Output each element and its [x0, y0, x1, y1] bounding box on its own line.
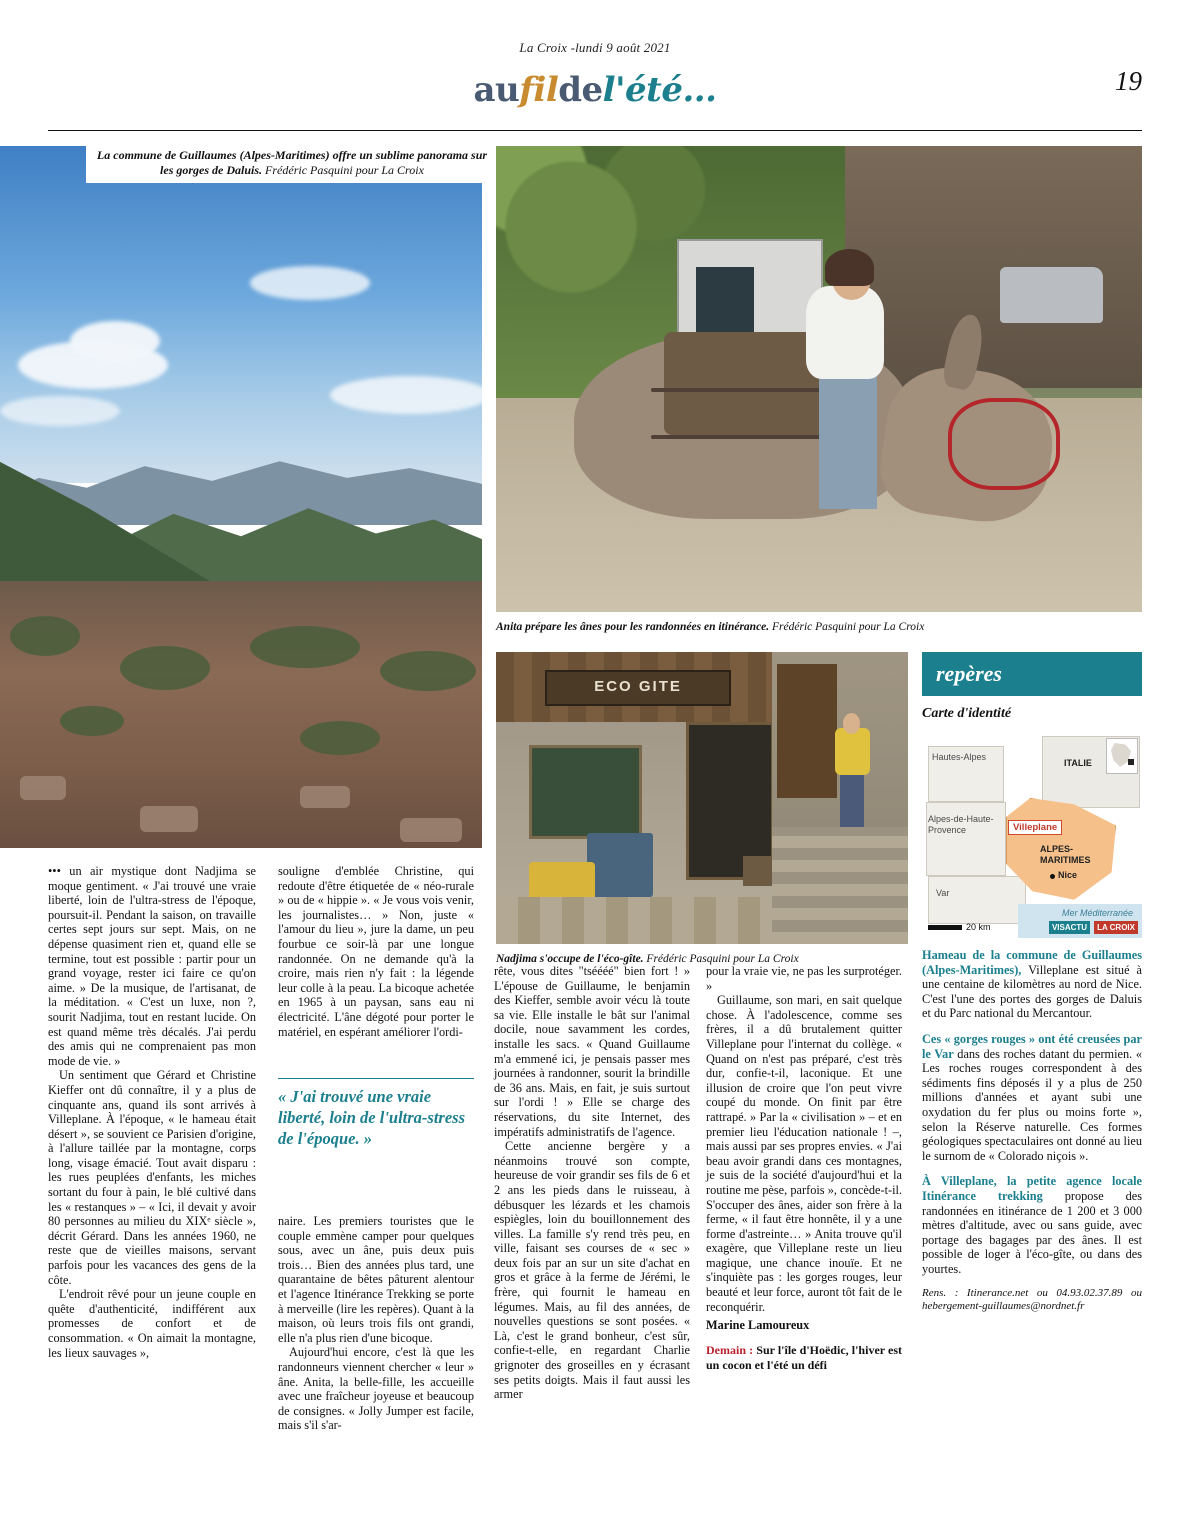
map-label-alpes-maritimes: ALPES-MARITIMES	[1040, 844, 1091, 865]
paragraph: Guillaume, son mari, en sait quelque chose. À l'adolescence, comme ses frères, il a dû brutalement quitter Villeplane pour l'internat du collège. « Quand on n'est pas préparé, c'est très dur, confie-t-il, laconique. Et une illusion de croire que l'on peut vivre coupé du monde. On finit par être rattrapé. » Par la « civilisation » – et en premier lieu l'éducation nationale ! –, mais aussi par ses propres envies. « J'ai beau avoir grandi dans ces montagnes, je suis de la société d'aujourd'hui et la routine me pèse, parfois », concède-t-il. S'occuper des ânes, aider son frère à la ferme, « il faut être honnête, il y a une forme d'astreinte… » Anita trouve qu'il exagère, que Villeplane reste un lieu magique, une chance inouïe. Et ne s'inquiète pas : les gorges rouges, leur beauté et leur force, auront tôt fait de le reconquérir.	[706, 993, 902, 1314]
reperes-block	[922, 948, 1142, 1021]
logo-part-4: l'été...	[602, 70, 717, 110]
map-label-mer-mediterranee: Mer Méditerranée	[1062, 908, 1134, 918]
rock	[20, 776, 66, 800]
page-number: 19	[1115, 66, 1142, 96]
red-halter	[948, 398, 1059, 490]
parked-car	[1000, 267, 1103, 323]
reperes-block-text: Villeplane est situé à une centaine de kilomètres au nord de Nice. C'est l'une des portes des gorges de Daluis et du Parc national du Mercantour.	[922, 962, 1142, 1021]
reperes-block	[922, 1174, 1142, 1276]
shrub	[10, 616, 80, 656]
map-label-nice: Nice	[1058, 870, 1078, 880]
next-episode-text: Sur l'île d'Hoëdic, l'hiver est un cocon et l'été un défi	[706, 1342, 903, 1372]
sky-area	[0, 146, 482, 483]
map-scale-label: 20 km	[966, 922, 991, 932]
cloud	[70, 321, 160, 361]
shrub	[250, 626, 360, 668]
map-region-var	[928, 876, 1026, 924]
reperes-block-text: dans des roches datant du permien. « Les roches rouges correspondent à des sédiments fins déposés il y a plus de 250 millions d'années et ayant subi une oxydation du fer plus ou moins forte », selon la Réserve naturelle. Ces formes géologiques spectaculaires ont donné au lieu le surnom de « Colorado niçois ».	[922, 1046, 1142, 1163]
caption-panorama-credit: Frédéric Pasquini pour La Croix	[265, 163, 424, 177]
paragraph: Aujourd'hui encore, c'est là que les randonneurs viennent chercher « leur » âne. Anita, la belle-fille, les accueille avec une fraîcheur joyeuse et beaucoup de consignes. « Jolly Jumper est facile, mais s'il s'ar-	[278, 1345, 474, 1433]
woman-hair	[825, 249, 873, 286]
cloud	[330, 376, 482, 414]
stone-steps	[772, 827, 908, 944]
eco-gite-sign	[545, 670, 730, 706]
map-label-var: Var	[936, 888, 950, 898]
article-column-1	[48, 864, 256, 1504]
shrub	[300, 721, 380, 755]
pullquote-divider	[278, 1078, 474, 1079]
rock	[140, 806, 198, 832]
next-episode-note	[706, 1343, 902, 1373]
map-scale	[928, 922, 991, 932]
logo-part-2: fil	[519, 70, 559, 110]
article-column-2-bottom	[278, 1214, 474, 1514]
cloud	[250, 266, 370, 300]
reperes-title: repères	[936, 661, 1002, 686]
caption-donkey	[496, 620, 1142, 634]
photo-donkey-preparation	[496, 146, 1142, 612]
paragraph: naire. Les premiers touristes que le couple emmène camper pour quelques sous, avec un âne, puis deux puis trois… Bien des années plus tard, une quarantaine de bêtes pâturent alentour et l'agence Itinérance Trekking se porte à merveille (lire les repères). Quant à la maison, où leurs trois fils ont grandi, elle n'a plus rien d'une bicoque.	[278, 1214, 474, 1345]
paragraph: L'endroit rêvé pour un jeune couple en quête d'authenticité, indifférent aux promesses de confort et de consommation. « On aimait la montagne, les lieux sauvages »,	[48, 1287, 256, 1360]
woman-shirt	[806, 286, 884, 379]
blue-chair	[587, 833, 653, 897]
rock	[400, 818, 462, 842]
article-column-4	[706, 964, 902, 1504]
logo-part-3: de	[558, 70, 603, 110]
map-credit-visactu: VISACTU	[1049, 921, 1090, 934]
paragraph: ••• un air mystique dont Nadjima se moque gentiment. « J'ai trouvé une vraie liberté, loin de l'ultra-stress de l'époque, poursuit-il. Pendant la saison, on travaille certes sept jours sur sept. Mais, on ne dépense quasiment rien et, quand elle se termine, tout est possible : partir pour un grand voyage, rester ici faire ce qu'on aime. » De la musique, de l'artisanat, de la méditation. « C'est un luxe, non ?, sourit Nadjima, tout en restant lucide. On est quand même très décalés. J'ai perdu des amis qui ne comprenaient pas mon mode de vie. »	[48, 864, 256, 1068]
shrub	[380, 651, 476, 691]
woman-legs	[819, 370, 877, 510]
reperes-subtitle: Carte d'identité	[922, 706, 1012, 721]
saddle-strap	[651, 435, 845, 439]
paragraph: pour la vraie vie, ne pas les surprotéger. »	[706, 964, 902, 993]
article-column-3	[494, 964, 690, 1504]
photo-village-path	[772, 652, 908, 944]
map-credits	[1049, 921, 1138, 934]
caption-donkey-text: Anita prépare les ânes pour les randonnées en itinérance.	[496, 621, 770, 633]
reperes-header	[922, 652, 1142, 696]
caption-gite-credit: Frédéric Pasquini pour La Croix	[646, 953, 799, 965]
eco-gite-sign-text: ECO GITE	[594, 677, 682, 695]
walker-head	[843, 713, 861, 733]
wooden-doorway	[777, 664, 837, 798]
cloud	[0, 396, 120, 426]
issue-line: La Croix -lundi 9 août 2021	[519, 40, 671, 55]
reperes-body	[922, 948, 1142, 1313]
shrub	[120, 646, 210, 690]
map-scale-bar	[928, 925, 962, 930]
photo-panorama	[0, 146, 482, 848]
map-inset-france	[1106, 738, 1138, 774]
masthead	[0, 40, 1190, 110]
reperes-contact: Rens. : Itinerance.net ou 04.93.02.37.89 ou hebergement-guillaumes@nordnet.fr	[922, 1287, 1142, 1313]
map-credit-lacroix: LA CROIX	[1094, 921, 1138, 934]
reperes-block-lead: À Villeplane, la petite agence locale Itinérance trekking	[922, 1174, 1142, 1203]
map-label-hautes-alpes: Hautes-Alpes	[932, 752, 987, 762]
rock	[300, 786, 350, 808]
article-byline: Marine Lamoureux	[706, 1318, 810, 1333]
reperes-block-text: propose des randonnées en itinérance de 1 200 et 3 000 mètres d'altitude, avec ou sans guide, avec portage des bagages par des ânes. Il est possible de loger à l'éco-gîte, ou dans des yourtes.	[922, 1188, 1142, 1276]
map-label-italie: ITALIE	[1064, 758, 1092, 768]
map-marker-villeplane[interactable]: Villeplane	[1008, 820, 1062, 835]
caption-panorama	[86, 145, 498, 183]
paragraph: souligne d'emblée Christine, qui redoute d'être étiquetée de « néo-rurale » ou de « hippie ». « Je vous vois venir, les journalistes… » Non, juste « l'amour du lieu », jure la dame, un peu fourbue ce soir-là par une longue randonnée. On ne demande qu'à la croire, mais rien n'y fait : la légende leur colle à la peau. La bicoque achetée en 1965 à un paysan, sans eau ni électricité. L'âne dégoté pour porter le matériel, en espérant améliorer l'ordi-	[278, 864, 474, 1039]
reperes-block-lead: Ces « gorges rouges » ont été creusées par le Var	[922, 1031, 1142, 1061]
section-logo	[0, 70, 1190, 110]
caption-gite-text: Nadjima s'occupe de l'éco-gîte.	[496, 953, 644, 965]
paragraph: Un sentiment que Gérard et Christine Kieffer ont dû connaître, il y a plus de cinquante ans, quand ils sont arrivés à Villeplane. À l'époque, « le hameau était désert », se souvient ce Parisien d'origine, à l'allure taillée par la montagne, corps long, visage émacié. Tout avait disparu : les rues peuplées d'enfants, les miches sortant du four à pain, le blé cultivé dans les « restanques » – « Ici, il devait y avoir 80 personnes au milieu du XIXᵉ siècle », décrit Gérard. Dans les années 1960, ne reste que de vieilles maisons, servant parfois pour les vacances des gens de la côte.	[48, 1068, 256, 1287]
trailer-door	[696, 267, 754, 342]
caption-donkey-credit: Frédéric Pasquini pour La Croix	[772, 621, 925, 633]
map-dot-nice	[1050, 874, 1055, 879]
pull-quote: « J'ai trouvé une vraie liberté, loin de l'ultra-stress de l'époque. »	[278, 1087, 466, 1148]
reperes-sidebar	[922, 652, 1142, 1504]
paragraph: Cette ancienne bergère y a néanmoins trouvé son compte, heureuse de voir grandir ses fils de 6 et 2 ans les pieds dans le ruisseau, à débusquer les lézards et les chamois espiègles, loin du bouillonnement des villes. La famille s'y rend très peu, en ville, faisant ses courses de « sec » deux fois par an sur un site d'achat en gros et grâce à la ferme de Jérémi, le frère, qui fournit le hameau en légumes. Mais, au fil des années, de nouvelles questions se sont posées. « Là, c'est le grand bonheur, c'est sûr, confie-t-elle, en regardant Charlie grignoter des groseilles en y écrasant ses petits doigts. Mais il faut aussi les armer	[494, 1139, 690, 1402]
header-divider	[48, 130, 1142, 131]
shrub	[60, 706, 124, 736]
logo-part-1: au	[473, 70, 520, 110]
map-label-alpes-de-haute-provence: Alpes-de-Haute-Provence	[928, 814, 994, 835]
window	[529, 745, 642, 839]
inset-location-dot	[1128, 759, 1134, 765]
next-episode-label: Demain :	[706, 1342, 754, 1357]
paragraph: rête, vous dites "tséééé" bien fort ! » L'épouse de Guillaume, le benjamin des Kieffer, semble avoir vécu là toute sa vie. Elle installe le bât sur l'animal docile, noue savamment les cordes, installe les sacs. « Quand Guillaume m'a emmené ici, je pensais passer mes journées à randonner, sourit la brindille de 36 ans. Mais, en fait, je suis surtout sur l'ordi ! » Elle se charge des réservations, du site Internet, des impératifs administratifs de l'agence.	[494, 964, 690, 1139]
reperes-block-lead: Hameau de la commune de Guillaumes (Alpes-Maritimes),	[922, 948, 1142, 977]
reperes-block	[922, 1032, 1142, 1163]
identity-map	[922, 728, 1142, 938]
caption-panorama-text: La commune de Guillaumes (Alpes-Maritimes) offre un sublime panorama sur les gorges de Daluis.	[96, 148, 488, 177]
walker-top	[835, 728, 870, 775]
